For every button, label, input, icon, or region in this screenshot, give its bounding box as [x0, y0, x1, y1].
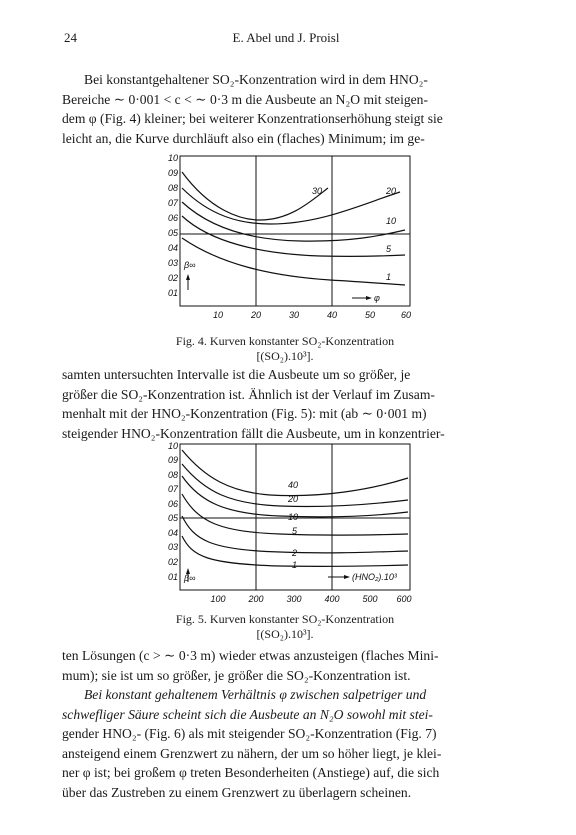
fig4-xtick: 50	[364, 310, 376, 320]
fig4-phi-label: φ	[374, 293, 380, 303]
text-line: gender HNO₂- (Fig. 6) als mit steigender SO₂-Konzentration (Fig. 7)	[62, 726, 437, 741]
fig4-curve-label: 5	[386, 244, 392, 254]
fig4-ytick: 08	[167, 183, 178, 193]
fig5-beta-label: β∞	[184, 573, 196, 583]
text-line: Bei konstant gehaltenem Verhältnis φ zwischen salpetriger und	[84, 687, 427, 702]
fig5-ytick: 04	[167, 528, 178, 538]
fig4-curve-label: 1	[386, 272, 392, 282]
fig4-arrow-head	[186, 274, 190, 280]
fig4-ytick: 02	[167, 273, 178, 283]
fig4-curve-label: 30	[312, 186, 323, 196]
fig4-beta-label: β∞	[184, 260, 196, 270]
paragraph-3	[62, 646, 510, 802]
fig5-curve-label: 5	[292, 526, 298, 536]
fig5-caption-line2: [(SO₂).10³].	[256, 627, 314, 641]
fig4-ytick: 04	[167, 243, 178, 253]
fig5-ytick: 01	[167, 572, 178, 582]
fig4-curve-20	[182, 188, 400, 224]
fig5-ytick: 10	[167, 441, 178, 451]
paragraph-2	[62, 365, 510, 443]
fig5-xtick: 300	[286, 594, 302, 604]
fig4-ytick: 05	[167, 228, 178, 238]
fig5-xtick: 100	[210, 594, 226, 604]
text-line: leicht an, die Kurve durchläuft also ein (flaches) Minimum; im ge-	[62, 130, 425, 146]
fig4-ytick: 06	[167, 213, 178, 223]
fig4-xtick: 40	[326, 310, 338, 320]
fig5-ytick: 03	[167, 542, 178, 552]
fig4-curve-1	[182, 238, 405, 285]
text-line: menhalt mit der HNO₂-Konzentration (Fig. 5): mit (ab ∼ 0·001 m)	[62, 406, 427, 421]
fig4-curve-10	[182, 202, 405, 241]
fig4-ytick: 03	[167, 258, 178, 268]
fig4-ytick: 01	[167, 288, 178, 298]
text-line: ansteigend einem Grenzwert zu nähern, der um so höher liegt, je klei-	[62, 745, 442, 761]
fig4-xtick: 10	[212, 310, 224, 320]
fig5-x-arrowhead	[344, 575, 350, 579]
fig5-ytick: 09	[167, 455, 178, 465]
fig4-curve-label: 20	[386, 186, 397, 196]
fig5-x-axis-label: (HNO₂).10³	[352, 572, 397, 582]
fig5-curve-label: 1	[292, 560, 298, 570]
figure-5	[150, 440, 420, 610]
fig4-xtick: 60	[400, 310, 412, 320]
text-line: mum); sie ist um so größer, je größer die SO₂-Konzentration ist.	[62, 667, 411, 683]
page-header	[64, 30, 508, 50]
page-number: 24	[64, 30, 77, 45]
fig4-caption-line1: Fig. 4. Kurven konstanter SO₂-Konzentration	[175, 334, 395, 348]
paragraph-1	[62, 70, 510, 148]
fig5-caption-line1: Fig. 5. Kurven konstanter SO₂-Konzentration	[175, 612, 395, 626]
fig4-ytick: 07	[167, 198, 178, 208]
fig5-ytick: 02	[167, 557, 178, 567]
text-line: größer die SO₂-Konzentration ist. Ähnlich ist der Verlauf im Zusam-	[62, 386, 435, 402]
fig4-ytick: 10	[167, 153, 178, 163]
text-line: Bereiche ∼ 0·001 < c < ∼ 0·3 m die Ausbeute an N₂O mit steigen-	[62, 91, 428, 107]
text-line: schwefliger Säure scheint sich die Ausbeute an N₂O sowohl mit stei-	[62, 706, 433, 722]
fig5-caption	[150, 612, 420, 642]
text-line: ten Lösungen (c > ∼ 0·3 m) wieder etwas anzusteigen (flaches Mini-	[62, 648, 439, 663]
fig5-ytick: 06	[167, 499, 178, 509]
fig5-curve-label: 20	[288, 494, 299, 504]
text-line: über das Zustreben zu einem Grenzwert zu überlagern scheinen.	[62, 784, 412, 800]
fig4-phi-arrowhead	[366, 296, 372, 300]
fig5-curve-label: 40	[288, 480, 299, 490]
text-line: dem φ (Fig. 4) kleiner; bei weiterer Konzentrationserhöhung steigt sie	[62, 111, 443, 126]
fig5-xtick: 200	[248, 594, 264, 604]
fig5-xtick: 500	[362, 594, 378, 604]
text-line: ner φ ist; bei großem φ treten Besonderheiten (Anstiege) auf, die sich	[62, 765, 440, 780]
fig4-ytick: 09	[167, 168, 178, 178]
fig5-ytick: 08	[167, 470, 178, 480]
text-line: steigender HNO₂-Konzentration fällt die Ausbeute, um in konzentrier-	[62, 425, 445, 441]
figure-4	[150, 150, 420, 330]
fig5-ytick: 07	[167, 484, 178, 494]
fig4-curve-label: 10	[386, 216, 397, 226]
running-authors: E. Abel und J. Proisl	[232, 30, 340, 45]
fig4-xtick: 30	[288, 310, 300, 320]
fig5-curve-label: 10	[288, 512, 299, 522]
fig5-xtick: 400	[324, 594, 340, 604]
fig4-caption-line2: [(SO₂).10³].	[256, 349, 314, 363]
fig5-ytick: 05	[167, 513, 178, 523]
fig4-curve-30	[182, 172, 328, 220]
fig4-caption	[150, 334, 420, 364]
fig5-curve-label: 2	[292, 548, 298, 558]
fig4-xtick: 20	[250, 310, 262, 320]
text-line: samten untersuchten Intervalle ist die Ausbeute um so größer, je	[62, 367, 411, 382]
fig5-xtick: 600	[396, 594, 412, 604]
text-line: Bei konstantgehaltener SO₂-Konzentration wird in dem HNO₂-	[84, 72, 428, 87]
